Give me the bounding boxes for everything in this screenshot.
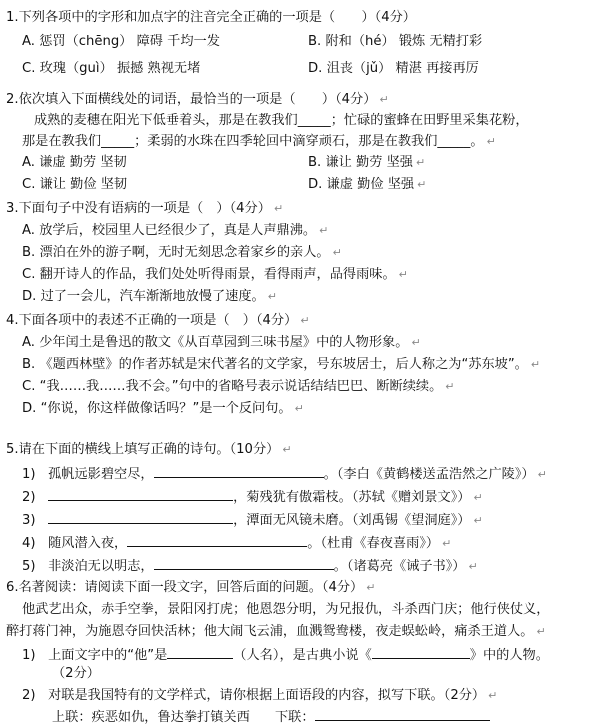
q5-item-5: 5) 非淡泊无以明志， 。（诸葛亮《诫子书》） ↵ [22,555,478,575]
q5-blank-3[interactable] [48,509,233,524]
q6-blank-name[interactable] [167,644,233,659]
q1-option-a: A. 惩罚（chēng） 障碍 千均一发 [22,34,220,49]
q5-item-4: 4) 随风潜入夜， 。（杜甫《春夜喜雨》） ↵ [22,532,451,552]
q3-stem: 3.下面句子中没有语病的一项是（ ）（4分） ↵ [6,201,284,216]
q6-stem: 6.名著阅读：请阅读下面一段文字，回答后面的问题。（4分） ↵ [6,580,376,595]
q5-blank-2[interactable] [48,486,233,501]
q5-stem: 5.请在下面的横线上填写正确的诗句。（10分） ↵ [6,442,292,457]
q4-option-c: C. “我……我……我不会。”句中的省略号表示说话结结巴巴、断断续续。 ↵ [22,379,455,394]
q6-sub1-score: （2分） [52,666,100,681]
q3-option-c: C. 翻开诗人的作品，我们处处听得雨景，看得雨声，品得雨味。 ↵ [22,267,408,282]
q5-item-2: 2) ，菊残犹有傲霜枝。（苏轼《赠刘景文》） ↵ [22,486,483,506]
q6-passage-line1: 他武艺出众，赤手空拳，景阳冈打虎；他恩怨分明，为兄报仇，斗杀西门庆；他行侠仗义， [22,602,550,617]
q6-blank-novel[interactable] [372,644,470,659]
q6-couplet: 上联：疾恶如仇，鲁达拳打镇关西 下联： [52,706,490,726]
q1-stem: 1.下列各项中的字形和加点字的注音完全正确的一项是（ ）（4分） [6,10,416,25]
q5-blank-1[interactable] [154,463,324,478]
q6-sub2: 2) 对联是我国特有的文学样式，请你根据上面语段的内容，拟写下联。（2分） ↵ [22,688,498,703]
q2-option-b: B. 谦让 勤劳 坚强 ↵ [308,155,426,170]
q4-stem: 4.下面各项中的表述不正确的一项是（ ）（4分） ↵ [6,313,310,328]
q5-blank-5[interactable] [154,555,334,570]
q5-blank-4[interactable] [127,532,307,547]
q4-option-a: A. 少年闰土是鲁迅的散文《从百草园到三味书屋》中的人物形象。 ↵ [22,335,421,350]
q1-option-b: B. 附和（hé） 锻炼 无精打彩 [308,34,483,49]
q2-option-c: C. 谦让 勤俭 坚韧 [22,177,128,192]
q2-option-d: D. 谦虚 勤俭 坚强 ↵ [308,177,427,192]
q1-option-d: D. 沮丧（jǔ） 精湛 再接再厉 [308,61,479,76]
q6-passage-line2: 醉打蒋门神，为施恩夺回快活林；他大闹飞云浦，血溅鸳鸯楼，夜走蜈蚣岭，痛杀王道人。 ↵ [6,624,546,639]
q3-option-b: B. 漂泊在外的游子啊，无时无刻思念着家乡的亲人。 ↵ [22,245,342,260]
q2-passage-line1: 成熟的麦穗在阳光下低垂着头，那是在教我们_____；忙碌的蜜蜂在田野里采集花粉， [34,113,529,128]
q4-option-d: D. “你说，你这样做像话吗？”是一个反问句。 ↵ [22,401,304,416]
q2-option-a: A. 谦虚 勤劳 坚韧 [22,155,127,170]
q5-item-3: 3) ，潭面无风镜未磨。（刘禹锡《望洞庭》） ↵ [22,509,483,529]
q1-option-c: C. 玫瑰（guì） 振撼 熟视无堵 [22,61,201,76]
q3-option-a: A. 放学后，校园里人已经很少了，真是人声鼎沸。 ↵ [22,223,329,238]
q4-option-b: B. 《题西林壁》的作者苏轼是宋代著名的文学家，号东坡居士，后人称之为“苏东坡”。 ↵ [22,357,541,372]
q6-sub1: 1) 上面文字中的“他”是 （人名），是古典小说《 》中的人物。 [22,644,549,664]
q2-passage-line2: 那是在教我们_____；柔弱的水珠在四季轮回中滴穿顽石，那是在教我们_____。 ↵ [22,134,496,149]
q3-option-d: D. 过了一会儿，汽车渐渐地放慢了速度。 ↵ [22,289,277,304]
q6-blank-couplet[interactable] [315,706,490,721]
q2-stem: 2.依次填入下面横线处的词语，最恰当的一项是（ ）（4分） ↵ [6,92,389,107]
q5-item-1: 1) 孤帆远影碧空尽， 。（李白《黄鹤楼送孟浩然之广陵》） ↵ [22,463,547,483]
